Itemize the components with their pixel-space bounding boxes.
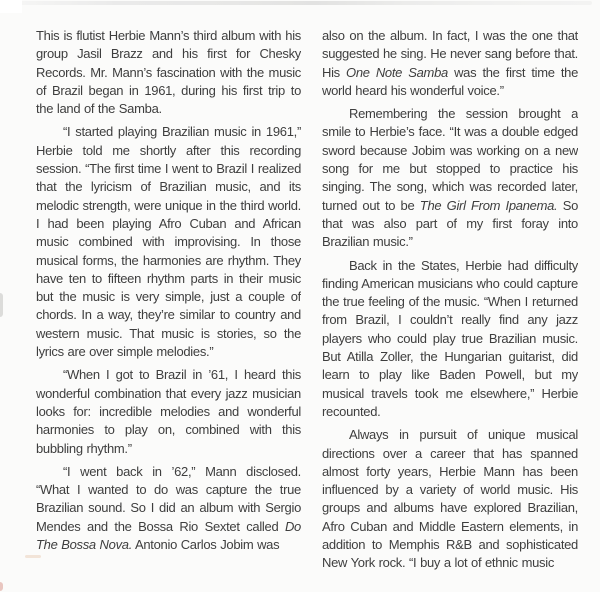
body-text: Back in the States, Herbie had difficulty finding American musicians who could capture the true feeling of the music. “When I returned from Brazil, I couldn’t really find any jazz players who could play true Brazilian music. But Atilla Zoller, the Hungarian guitarist, did learn to play like Baden Powell, but my musical travels took me elsewhere,” Herbie recounted. bbox=[322, 257, 578, 419]
liner-notes-text bbox=[36, 27, 578, 573]
paragraph bbox=[322, 105, 578, 251]
left-column bbox=[36, 27, 301, 573]
body-text: Always in pursuit of unique musical directions over a career that has spanned almost forty years, Herbie Mann has been influenced by a variety of world music. His groups and albums have explored Brazilian, Afro Cuban and Middle Eastern elements, in addition to Memphis R&B and sophisticated New York rock. “I buy a lot of ethnic music bbox=[322, 427, 578, 571]
right-column bbox=[322, 27, 578, 573]
paragraph bbox=[322, 426, 578, 572]
italic-title-text: Do The Bossa Nova. bbox=[36, 518, 301, 553]
paragraph bbox=[36, 27, 301, 118]
body-text: So that was also part of my first foray into Brazilian music.” bbox=[322, 197, 578, 250]
italic-title-text: The Girl From Ipanema. bbox=[419, 197, 558, 213]
body-text: Remembering the session brought a smile to Herbie’s face. “It was a double edged sword because Jobim was working on a new song for me but stopped to practice his singing. The song, which was recorded later, turned out to be bbox=[322, 106, 578, 213]
paragraph bbox=[36, 463, 301, 554]
paragraph bbox=[36, 123, 301, 361]
scan-edge-artifact-bottom-left bbox=[0, 582, 3, 591]
body-text: “I started playing Brazilian music in 1961,” Herbie told me shortly after this recording session. “The first time I went to Brazil I realized that the lyricism of Brazilian music, and its melodic strength, were unique in the third world. I had been playing Afro Cuban and African music combined with improvising. In those musical forms, the harmonies are rhythm. They have ten to fifteen rhythm parts in their music but the music is very simple, just a couple of chords. In a way, they’re similar to country and western music. That music is stories, so the lyrics are over simple melodies.” bbox=[36, 124, 301, 360]
scan-edge-artifact-top-left bbox=[0, 0, 22, 13]
paragraph bbox=[322, 27, 578, 100]
body-text: “When I got to Brazil in ’61, I heard this wonderful combination that every jazz musician looks for: incredible melodies and wonderful harmonies to play on, combined with this bubbling rhythm.” bbox=[36, 367, 301, 456]
body-text: “I went back in ’62,” Mann disclosed. “What I wanted to do was capture the true Brazilian sound. So I did an album with Sergio Mendes and the Bossa Rio Sextet called bbox=[36, 463, 301, 534]
body-text: This is flutist Herbie Mann’s third album with his group Jasil Brazz and his first for Chesky Records. Mr. Mann’s fascination with the music of Brazil began in 1961, during his first trip to the land of the Samba. bbox=[36, 28, 301, 117]
body-text: was the first time the world heard his wonderful voice.” bbox=[322, 64, 578, 98]
scan-edge-artifact-top bbox=[14, 1, 592, 5]
body-text: also on the album. In fact, I was the one that suggested he sing. He never sang before that. His bbox=[322, 28, 578, 80]
paragraph bbox=[322, 257, 578, 422]
italic-title-text: One Note Samba bbox=[346, 64, 448, 80]
paragraph bbox=[36, 366, 301, 457]
scan-edge-artifact-left bbox=[0, 293, 3, 317]
body-text: Antonio Carlos Jobim was bbox=[132, 537, 280, 553]
